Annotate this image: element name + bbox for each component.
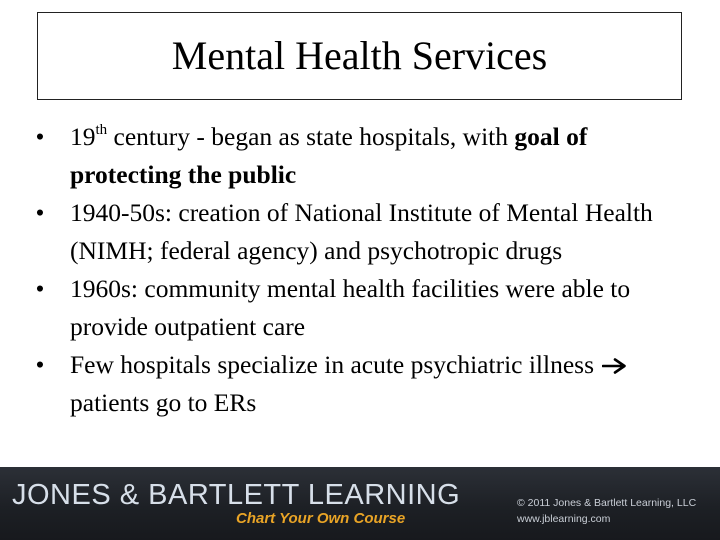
title-box [37, 12, 682, 100]
bullet-item [26, 194, 696, 270]
bullet-item [26, 346, 696, 422]
slide-title: Mental Health Services [171, 33, 548, 78]
right-arrow-icon [602, 358, 628, 374]
bullet-text: patients go to ERs [70, 388, 257, 417]
bullet-bold-text: goal of protecting the public [70, 122, 588, 189]
bullet-marker: • [35, 122, 45, 151]
bullet-ordinal-suffix: th [95, 122, 108, 138]
publisher-logo-text: JONES & BARTLETT LEARNING [12, 479, 461, 511]
bullet-list [26, 118, 696, 422]
publisher-footer [0, 467, 720, 540]
copyright-notice: © 2011 Jones & Bartlett Learning, LLC [517, 497, 697, 509]
publisher-tagline: Chart Your Own Course [236, 510, 406, 527]
bullet-text: century - began as state hospitals, with [107, 122, 515, 151]
bullet-item [26, 118, 696, 194]
bullet-marker: • [35, 198, 45, 227]
bullet-marker: • [35, 350, 45, 379]
bullet-item [26, 270, 696, 346]
bullet-text: Few hospitals specialize in acute psychiatric illness [70, 350, 601, 379]
bullet-text: 1940-50s: creation of National Institute of Mental Health (NIMH; federal agency) and psychotropic drugs [70, 198, 653, 265]
bullet-ordinal-number: 19 [70, 122, 96, 151]
bullet-text: 1960s: community mental health facilities were able to provide outpatient care [70, 274, 631, 341]
publisher-website: www.jblearning.com [517, 513, 611, 525]
bullet-marker: • [35, 274, 45, 303]
